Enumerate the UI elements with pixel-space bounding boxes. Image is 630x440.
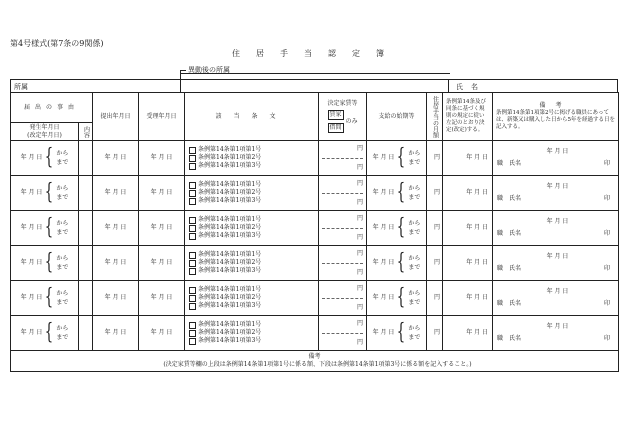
staff-date: 年 月 日 [546,183,569,190]
form-number: 第4号様式(第7条の9関係) [10,39,104,48]
article-option-3[interactable]: 条例第14条第1項第3号 [189,162,318,170]
checkbox-icon [189,163,196,170]
occurrence-date-cell[interactable] [11,176,79,211]
checkbox-icon [189,287,196,294]
to-label: まで [408,264,421,271]
article-option-2[interactable]: 条例第14条第1項第2号 [189,294,318,302]
document-title: 住居手当認定簿 [232,49,400,58]
monthly-amount-header: 住居手当の月額 [427,93,443,141]
to-label: まで [408,334,421,341]
receipt-date-cell[interactable]: 年 月 日 [139,246,185,281]
staff-cell[interactable] [493,246,619,281]
decision-date-cell[interactable]: 年 月 日 [443,211,493,246]
brace-icon: { [397,180,406,205]
to-label: まで [56,229,69,236]
staff-cell[interactable] [493,176,619,211]
brace-icon: { [397,320,406,345]
article-cell [185,316,319,351]
receipt-date-cell[interactable]: 年 月 日 [139,316,185,351]
from-label: から [56,290,69,297]
to-label: まで [408,194,421,201]
footer-note [11,351,619,372]
brace-icon: { [45,215,54,240]
rent-divider [322,263,363,264]
staff-name-label: 氏名 [509,335,522,342]
occurrence-date-header: 発生年月日 (改定年月日) [11,123,79,141]
yen-lower: 円 [357,304,364,311]
yen-upper: 円 [357,285,364,292]
article-header: 該当条文 [185,93,319,141]
rent-cell[interactable] [319,281,367,316]
brace-icon: { [45,250,54,275]
header-top-rule [10,79,618,80]
rent-divider [322,228,363,229]
staff-date: 年 月 日 [546,253,569,260]
yen-lower: 円 [357,339,364,346]
header-left-rule [10,79,11,92]
seal-label: 印 [604,265,611,272]
rent-header: 決定家賃等 賃家 借間 のみ [319,93,367,141]
payment-period-cell[interactable] [367,246,427,281]
article-option-3[interactable]: 条例第14条第1項第3号 [189,267,318,275]
monthly-amount-cell[interactable]: 円 [427,316,443,351]
submission-date-cell[interactable]: 年 月 日 [93,211,139,246]
staff-name-label: 氏名 [509,160,522,167]
seal-label: 印 [604,230,611,237]
header-divider-1 [180,70,181,92]
date-ymd: 年 月 日 [20,294,43,301]
from-label: から [408,325,421,332]
article-option-1[interactable]: 条例第14条第1項第1号 [189,321,318,329]
brace-icon: { [397,145,406,170]
checkbox-icon [189,268,196,275]
article-option-2[interactable]: 条例第14条第1項第2号 [189,189,318,197]
bikou-text: 条例第14条第1項第2号に掲げる職員にあっては、新築又は購入した日から5年を経過する日を記入する。 [496,110,616,130]
receipt-date-header: 受理年月日 [139,93,185,141]
article-option-2[interactable]: 条例第14条第1項第2号 [189,329,318,337]
occurrence-date-cell[interactable] [11,211,79,246]
checkbox-icon [189,330,196,337]
staff-label: 職 [497,160,504,167]
from-label: から [56,185,69,192]
date-ymd: 年 月 日 [20,259,43,266]
staff-label: 職 [497,195,504,202]
article-option-2[interactable]: 条例第14条第1項第2号 [189,154,318,162]
rent-divider [322,333,363,334]
receipt-date-cell[interactable]: 年 月 日 [139,281,185,316]
table-row [11,211,619,246]
rent-cell[interactable] [319,176,367,211]
content-cell[interactable] [79,316,93,351]
decision-date-cell[interactable]: 年 月 日 [443,176,493,211]
yen-upper: 円 [357,180,364,187]
staff-label: 職 [497,265,504,272]
payment-period-header: 支給の始期等 [367,93,427,141]
article-option-1[interactable]: 条例第14条第1項第1号 [189,286,318,294]
staff-date: 年 月 日 [546,218,569,225]
yen-upper: 円 [357,215,364,222]
brace-icon: { [397,215,406,240]
checkbox-icon [189,155,196,162]
occurrence-date-cell[interactable] [11,281,79,316]
staff-cell[interactable] [493,141,619,176]
rent-divider [322,298,363,299]
checkbox-icon [189,260,196,267]
to-label: まで [56,194,69,201]
seal-label: 印 [604,195,611,202]
to-label: まで [408,299,421,306]
payment-period-cell[interactable] [367,316,427,351]
rent-divider [322,158,363,159]
staff-cell[interactable] [493,316,619,351]
submission-date-cell[interactable]: 年 月 日 [93,316,139,351]
submission-date-header: 提出年月日 [93,93,139,141]
payment-period-cell[interactable] [367,176,427,211]
monthly-amount-cell[interactable]: 円 [427,141,443,176]
staff-label: 職 [497,335,504,342]
from-label: から [408,185,421,192]
date-ymd: 年 月 日 [20,329,43,336]
article-option-1[interactable]: 条例第14条第1項第1号 [189,216,318,224]
occurrence-date-cell[interactable] [11,316,79,351]
from-label: から [56,150,69,157]
date-ymd: 年 月 日 [372,259,395,266]
seal-label: 印 [604,300,611,307]
article-option-3[interactable]: 条例第14条第1項第3号 [189,302,318,310]
submission-date-cell[interactable]: 年 月 日 [93,281,139,316]
date-ymd: 年 月 日 [20,154,43,161]
rent-cell[interactable] [319,316,367,351]
staff-cell[interactable] [493,281,619,316]
article-option-1[interactable]: 条例第14条第1項第1号 [189,251,318,259]
staff-name-label: 氏名 [509,230,522,237]
yen-lower: 円 [357,269,364,276]
checkbox-icon [189,295,196,302]
yen-lower: 円 [357,234,364,241]
staff-date: 年 月 日 [546,288,569,295]
from-label: から [408,150,421,157]
yen-lower: 円 [357,164,364,171]
receipt-date-cell[interactable]: 年 月 日 [139,141,185,176]
ledger-table [10,92,619,372]
checkbox-icon [189,252,196,259]
brace-icon: { [397,250,406,275]
monthly-amount-cell[interactable]: 円 [427,246,443,281]
staff-name-label: 氏名 [509,300,522,307]
brace-icon: { [45,285,54,310]
to-label: まで [408,229,421,236]
brace-icon: { [45,320,54,345]
content-cell[interactable] [79,141,93,176]
from-label: から [56,255,69,262]
to-label: まで [56,299,69,306]
bikou-cell [493,93,619,141]
article-option-2[interactable]: 条例第14条第1項第2号 [189,259,318,267]
article-option-1[interactable]: 条例第14条第1項第1号 [189,146,318,154]
from-label: から [408,290,421,297]
checkbox-icon [189,217,196,224]
from-label: から [56,325,69,332]
staff-name-label: 氏名 [509,265,522,272]
content-cell[interactable] [79,211,93,246]
content-header: 内容 [79,123,93,141]
brace-icon: { [397,285,406,310]
monthly-amount-cell[interactable]: 円 [427,281,443,316]
date-ymd: 年 月 日 [372,154,395,161]
yen-upper: 円 [357,250,364,257]
rent-cell[interactable] [319,141,367,176]
article-cell [185,141,319,176]
rent-cell[interactable] [319,211,367,246]
reason-header: 届出の事由 [11,93,93,123]
to-label: まで [56,264,69,271]
rent-cell[interactable] [319,246,367,281]
footer-text: (決定家賃等欄の上段は条例第14条第1項第1号に係る額、下段は条例第14条第1項第3号に係る額を記入すること。) [163,361,472,368]
submission-date-cell[interactable]: 年 月 日 [93,246,139,281]
decision-date-cell[interactable]: 年 月 日 [443,141,493,176]
header-divider-2 [448,79,449,92]
table-row [11,246,619,281]
checkbox-icon [189,225,196,232]
content-cell[interactable] [79,176,93,211]
rent-divider [322,193,363,194]
date-ymd: 年 月 日 [372,294,395,301]
article-cell [185,281,319,316]
article-option-3[interactable]: 条例第14条第1項第3号 [189,232,318,240]
checkbox-icon [189,198,196,205]
header-right-rule [617,79,618,92]
brace-icon: { [45,145,54,170]
staff-label: 職 [497,300,504,307]
payment-period-cell[interactable] [367,141,427,176]
date-ymd: 年 月 日 [372,329,395,336]
brace-icon: { [45,180,54,205]
date-ymd: 年 月 日 [20,224,43,231]
content-cell[interactable] [79,281,93,316]
table-row [11,141,619,176]
staff-name-label: 氏名 [509,195,522,202]
affiliation-label: 所属 [14,83,28,91]
receipt-date-cell[interactable]: 年 月 日 [139,176,185,211]
decision-note: 条例第14条及び同条に基づく規則の規定に従い左記のとおり決定(改定)する。 [443,93,493,141]
table-row [11,176,619,211]
staff-cell[interactable] [493,211,619,246]
from-label: から [408,220,421,227]
rent-sub-house: 賃家 [329,111,342,118]
occurrence-date-cell[interactable] [11,246,79,281]
monthly-amount-cell[interactable]: 円 [427,211,443,246]
rent-only-label: のみ [345,117,358,125]
yen-lower: 円 [357,199,364,206]
from-label: から [56,220,69,227]
article-cell [185,176,319,211]
payment-period-cell[interactable] [367,211,427,246]
footer-label: 備考 [308,353,321,360]
checkbox-icon [189,233,196,240]
date-ymd: 年 月 日 [372,224,395,231]
article-cell [185,211,319,246]
submission-date-cell[interactable]: 年 月 日 [93,176,139,211]
yen-upper: 円 [357,145,364,152]
payment-period-cell[interactable] [367,281,427,316]
submission-date-cell[interactable]: 年 月 日 [93,141,139,176]
rent-sub-room: 借間 [329,124,342,131]
from-label: から [408,255,421,262]
yen-upper: 円 [357,320,364,327]
checkbox-icon [189,147,196,154]
change-affiliation-line [180,73,450,74]
date-ymd: 年 月 日 [20,189,43,196]
table-row [11,316,619,351]
seal-label: 印 [604,335,611,342]
checkbox-icon [189,322,196,329]
to-label: まで [56,159,69,166]
decision-date-cell[interactable]: 年 月 日 [443,281,493,316]
article-cell [185,246,319,281]
checkbox-icon [189,303,196,310]
to-label: まで [56,334,69,341]
checkbox-icon [189,182,196,189]
content-cell[interactable] [79,246,93,281]
staff-label: 職 [497,230,504,237]
staff-date: 年 月 日 [546,148,569,155]
seal-label: 印 [604,160,611,167]
article-option-1[interactable]: 条例第14条第1項第1号 [189,181,318,189]
monthly-amount-cell[interactable]: 円 [427,176,443,211]
checkbox-icon [189,190,196,197]
bikou-header: 備考 [539,102,572,109]
checkbox-icon [189,338,196,345]
change-affiliation-label: 異動後の所属 [188,66,230,74]
decision-date-cell[interactable]: 年 月 日 [443,246,493,281]
occurrence-date-cell[interactable] [11,141,79,176]
to-label: まで [408,159,421,166]
receipt-date-cell[interactable]: 年 月 日 [139,211,185,246]
table-row [11,281,619,316]
date-ymd: 年 月 日 [372,189,395,196]
name-label: 氏名 [456,83,486,91]
decision-date-cell[interactable]: 年 月 日 [443,316,493,351]
article-option-3[interactable]: 条例第14条第1項第3号 [189,337,318,345]
staff-date: 年 月 日 [546,323,569,330]
article-option-3[interactable]: 条例第14条第1項第3号 [189,197,318,205]
article-option-2[interactable]: 条例第14条第1項第2号 [189,224,318,232]
